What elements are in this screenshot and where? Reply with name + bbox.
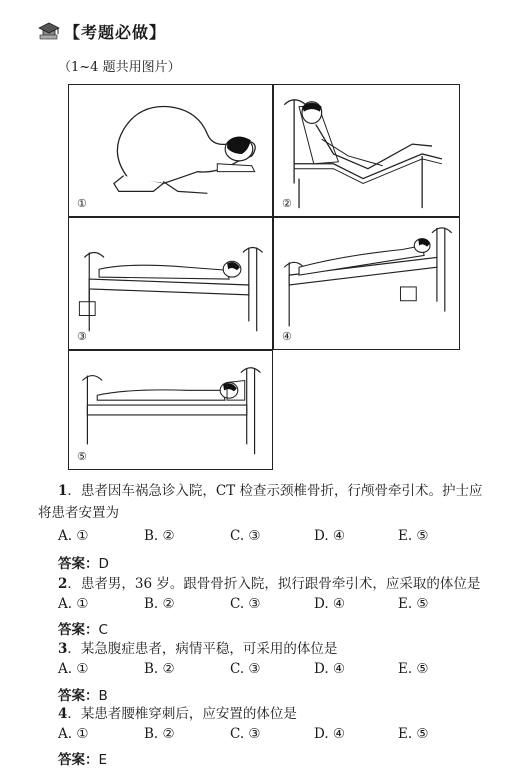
option-a[interactable]: A. ① [58, 661, 89, 677]
question-text: ．患者因车祸急诊入院，CT 检查示颈椎骨折，行颅骨牵引术。护士应 [67, 483, 483, 499]
answer-value: B [98, 688, 108, 704]
option-c[interactable]: C. ③ [230, 726, 261, 742]
knee-chest-position-illustration [69, 85, 272, 216]
panel-2-label: ② [282, 197, 292, 210]
panel-4 [273, 217, 460, 350]
question-number: 4 [58, 706, 68, 722]
question-number: 3 [58, 641, 68, 657]
question-4 [38, 703, 498, 725]
panel-5-label: ⑤ [77, 450, 87, 463]
shared-figure-note: （1~4 题共用图片） [58, 60, 181, 75]
answer-label: 答案： [58, 752, 99, 768]
head-elevated-bed-illustration [69, 218, 272, 349]
question-4-answer [58, 748, 107, 768]
panel-4-label: ④ [282, 330, 292, 343]
option-b[interactable]: B. ② [144, 726, 175, 742]
answer-value: C [98, 622, 108, 638]
panel-3-label: ③ [77, 330, 87, 343]
option-e[interactable]: E. ⑤ [398, 596, 429, 612]
question-2-answer [58, 618, 108, 638]
section-title: 【考题必做】 [64, 22, 167, 42]
question-1 [38, 480, 498, 524]
option-b[interactable]: B. ② [144, 661, 175, 677]
position-figure [68, 84, 460, 470]
option-a[interactable]: A. ① [58, 726, 89, 742]
answer-value: E [98, 752, 108, 768]
answer-label: 答案： [58, 688, 99, 704]
panel-2 [273, 84, 460, 217]
question-text: ．患者男，36 岁。跟骨骨折入院，拟行跟骨牵引术，应采取的体位是 [67, 576, 481, 592]
option-e[interactable]: E. ⑤ [398, 726, 429, 742]
section-header [38, 18, 166, 44]
semi-fowler-position-illustration [274, 85, 459, 216]
option-d[interactable]: D. ④ [314, 528, 346, 544]
graduation-cap-icon [38, 21, 60, 41]
question-2 [38, 573, 498, 595]
option-a[interactable]: A. ① [58, 528, 89, 544]
option-c[interactable]: C. ③ [230, 528, 261, 544]
question-number: 1 [58, 483, 68, 499]
foot-elevated-bed-illustration [274, 218, 459, 349]
option-b[interactable]: B. ② [144, 596, 175, 612]
answer-label: 答案： [58, 622, 99, 638]
panel-1-label: ① [77, 197, 87, 210]
panel-3 [68, 217, 273, 350]
option-d[interactable]: D. ④ [314, 596, 346, 612]
question-3-answer [58, 684, 108, 704]
question-text-continued: 将患者安置为 [38, 505, 119, 521]
question-number: 2 [58, 576, 68, 592]
option-e[interactable]: E. ⑤ [398, 528, 429, 544]
question-text: ．某患者腰椎穿刺后，应安置的体位是 [67, 706, 297, 722]
option-b[interactable]: B. ② [144, 528, 175, 544]
answer-label: 答案： [58, 556, 99, 572]
option-c[interactable]: C. ③ [230, 661, 261, 677]
supine-position-illustration [69, 351, 272, 469]
option-c[interactable]: C. ③ [230, 596, 261, 612]
option-a[interactable]: A. ① [58, 596, 89, 612]
option-d[interactable]: D. ④ [314, 661, 346, 677]
option-d[interactable]: D. ④ [314, 726, 346, 742]
question-3 [38, 638, 498, 660]
option-e[interactable]: E. ⑤ [398, 661, 429, 677]
panel-5 [68, 350, 273, 470]
panel-1 [68, 84, 273, 217]
answer-value: D [98, 556, 109, 572]
question-1-answer [58, 552, 109, 572]
question-text: ．某急腹症患者，病情平稳，可采用的体位是 [67, 641, 338, 657]
